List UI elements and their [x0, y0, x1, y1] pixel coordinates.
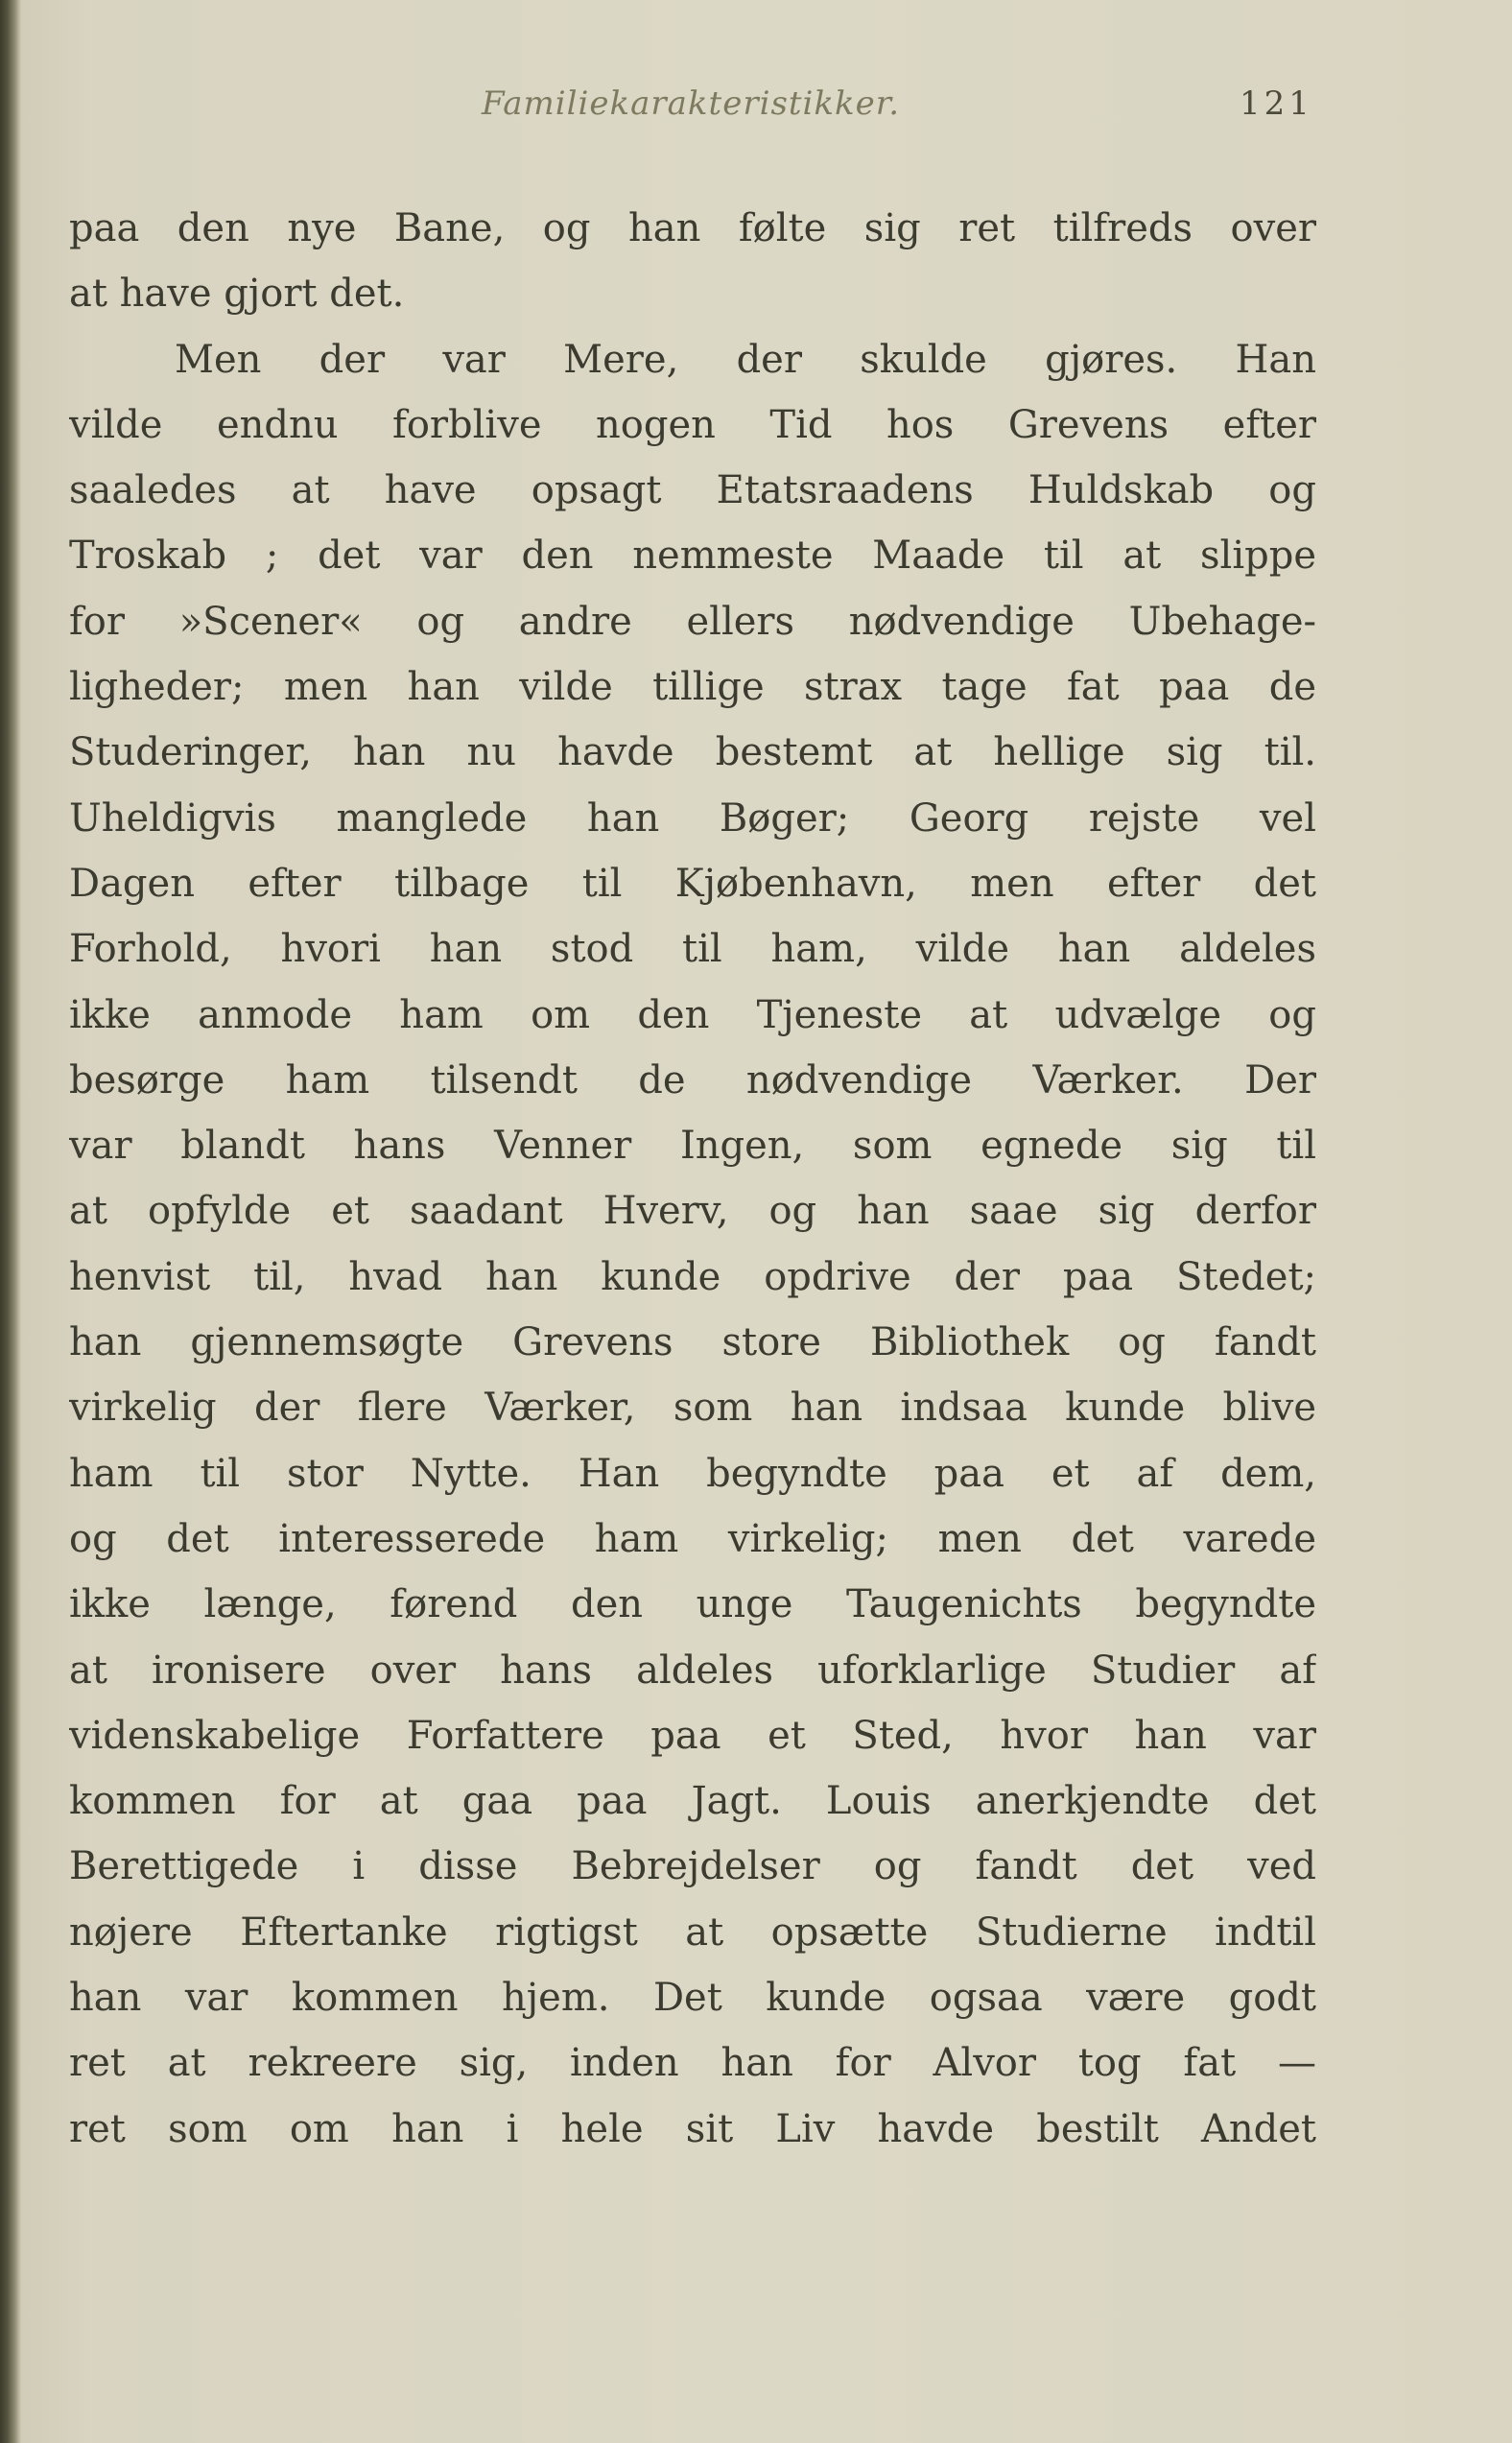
text-line: kommen for at gaa paa Jagt. Louis anerkjendte det	[69, 1779, 1316, 1824]
text-line: nøjere Eftertanke rigtigst at opsætte Studierne indtil	[69, 1909, 1316, 1955]
text-line: at ironisere over hans aldeles uforklarlige Studier af	[69, 1648, 1316, 1693]
page-header	[69, 84, 1316, 132]
text-line: ikke anmode ham om den Tjeneste at udvælge og	[69, 992, 1316, 1037]
text-line: videnskabelige Forfattere paa et Sted, hvor han var	[69, 1713, 1316, 1758]
text-line: Uheldigvis manglede han Bøger; Georg rejste vel	[69, 795, 1316, 841]
text-line: var blandt hans Venner Ingen, som egnede sig til	[69, 1124, 1316, 1169]
page-number: 121	[1240, 84, 1313, 123]
text-line: Forhold, hvori han stod til ham, vilde han aldeles	[69, 927, 1316, 972]
text-line: ham til stor Nytte. Han begyndte paa et af dem,	[69, 1451, 1316, 1496]
text-line: for »Scener« og andre ellers nødvendige Ubehage-	[69, 599, 1316, 644]
text-line: Berettigede i disse Bebrejdelser og fandt det ved	[69, 1844, 1316, 1889]
text-line: Men der var Mere, der skulde gjøres. Han	[175, 337, 1316, 382]
text-line: og det interesserede ham virkelig; men det varede	[69, 1516, 1316, 1561]
binding-edge	[0, 0, 21, 2443]
text-line: at opfylde et saadant Hverv, og han saae sig derfor	[69, 1189, 1316, 1234]
body-text	[69, 196, 1316, 2162]
text-line: ret at rekreere sig, inden han for Alvor tog fat —	[69, 2041, 1316, 2086]
text-line: han var kommen hjem. Det kunde ogsaa være godt	[69, 1976, 1316, 2021]
text-line: besørge ham tilsendt de nødvendige Værker. Der	[69, 1057, 1316, 1103]
text-line: ret som om han i hele sit Liv havde bestilt Andet	[69, 2106, 1316, 2151]
text-line: ikke længe, førend den unge Taugenichts begyndte	[69, 1582, 1316, 1627]
text-line: Dagen efter tilbage til Kjøbenhavn, men efter det	[69, 861, 1316, 906]
text-line: ligheder; men han vilde tillige strax tage fat paa de	[69, 665, 1316, 710]
text-line: han gjennemsøgte Grevens store Bibliothek og fandt	[69, 1320, 1316, 1365]
text-line: saaledes at have opsagt Etatsraadens Huldskab og	[69, 468, 1316, 513]
text-line: Studeringer, han nu havde bestemt at hellige sig til.	[69, 730, 1316, 775]
text-line: Troskab ; det var den nemmeste Maade til at slippe	[69, 534, 1316, 579]
text-line: virkelig der flere Værker, som han indsaa kunde blive	[69, 1386, 1316, 1431]
text-line: paa den nye Bane, og han følte sig ret tilfreds over	[69, 206, 1316, 250]
running-title: Familiekarakteristikker.	[482, 84, 901, 123]
text-line: at have gjort det.	[69, 272, 405, 317]
text-line: vilde endnu forblive nogen Tid hos Grevens efter	[69, 402, 1316, 447]
text-line: henvist til, hvad han kunde opdrive der paa Stedet;	[69, 1254, 1316, 1299]
